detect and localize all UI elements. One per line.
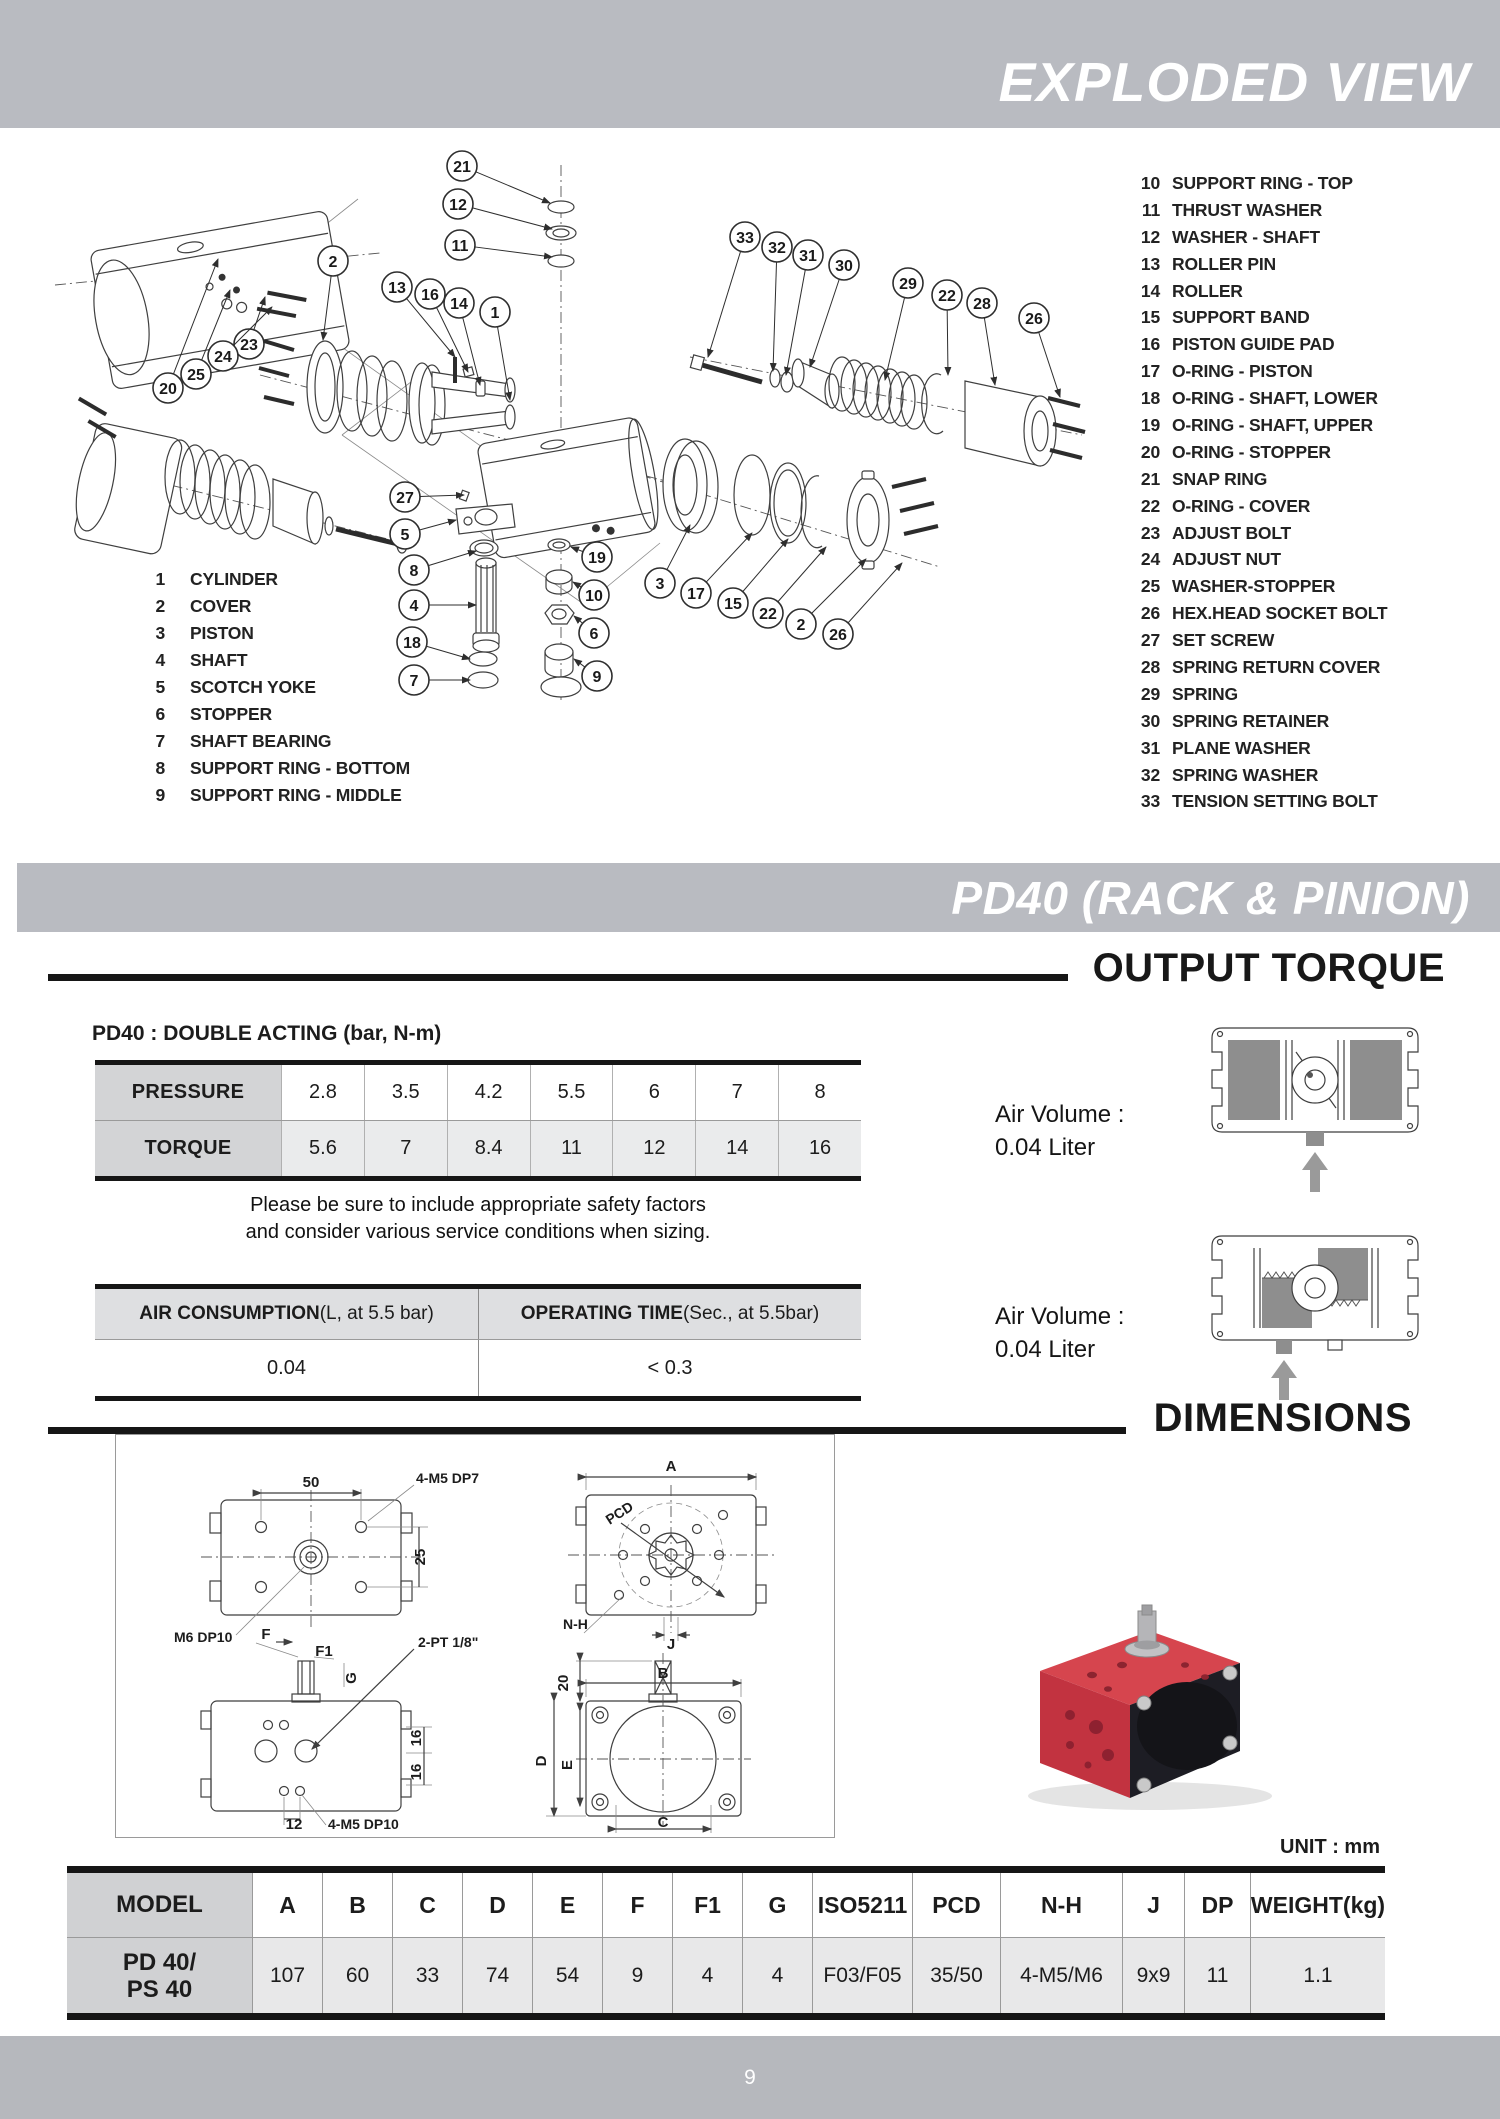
dim-label: 16 [408,1729,425,1747]
parts-list-item: 31 PLANE WASHER [1140,737,1311,758]
model-table-header: MODEL [67,1873,252,1937]
operating-time-header: OPERATING TIME (Sec., at 5.5bar) [478,1289,861,1339]
model-table-header: G [742,1873,812,1937]
parts-list-left [118,566,410,809]
dim-label: 16 [408,1763,425,1781]
dim-label: A [665,1458,677,1475]
dim-label: N-H [563,1616,588,1632]
dimension-drawings [116,1435,834,1837]
parts-list-item: 4 SHAFT [155,650,248,670]
model-name-cell: PD 40/ PS 40 [67,1938,252,2013]
sizing-note [95,1192,861,1246]
model-table-value: 33 [392,1938,462,2013]
dim-label: B [657,1665,669,1682]
svg-text:9: 9 [592,668,602,686]
torque-table-cell: 5.6 [281,1121,364,1176]
model-table-value: 60 [322,1938,392,2013]
page-footer [0,2036,1500,2119]
sizing-note-line1: Please be sure to include appropriate safety factors [250,1194,706,1216]
dim-label: D [533,1755,550,1767]
actuator-section-diagram-2 [1200,1228,1435,1413]
svg-text:29: 29 [899,275,917,293]
svg-text:28: 28 [973,295,991,313]
torque-caption: PD40 : DOUBLE ACTING (bar, N-m) [92,1022,442,1045]
parts-list-item: 1 CYLINDER [155,569,278,589]
model-table-value: 107 [252,1938,322,2013]
dim-label: 50 [302,1474,320,1491]
model-table-value: 4 [742,1938,812,2013]
piston-cover-drawing [663,439,938,569]
dim-label: PCD [602,1498,637,1528]
dim-label: F [261,1626,271,1643]
svg-text:11: 11 [451,237,469,255]
dim-label: E [559,1759,576,1771]
air-consumption-header: AIR CONSUMPTION (L, at 5.5 bar) [95,1289,478,1339]
model-table-header: J [1122,1873,1184,1937]
torque-table-cell: 3.5 [364,1065,447,1120]
parts-list-item: 10 SUPPORT RING - TOP [1140,173,1353,193]
air-volume-label-2: Air Volume : 0.04 Liter [995,1303,1125,1363]
svg-text:22: 22 [938,287,956,305]
parts-list-item: 6 STOPPER [155,704,272,724]
dimensions-rule [48,1427,1126,1434]
page-number: 9 [744,2065,756,2089]
spring-return-assembly-drawing [690,355,1085,466]
torque-table-cell: 7 [364,1121,447,1176]
torque-table-cell: 8 [778,1065,861,1120]
exploded-view-banner [0,0,1500,128]
svg-text:14: 14 [450,295,468,313]
svg-text:26: 26 [1025,310,1043,328]
dim-label: 12 [285,1816,303,1833]
svg-text:12: 12 [449,196,467,214]
svg-text:30: 30 [835,257,853,275]
dimensions-heading: DIMENSIONS [1153,1396,1412,1440]
view-end [546,1653,751,1833]
parts-list-item: 12 WASHER - SHAFT [1140,226,1320,247]
parts-list-item: 32 SPRING WASHER [1140,764,1319,785]
pd40-banner-title: PD40 (RACK & PINION) [951,871,1470,924]
model-table-header: D [462,1873,532,1937]
svg-text:7: 7 [409,672,419,690]
svg-text:25: 25 [187,366,205,384]
parts-list-item: 19 O-RING - SHAFT, UPPER [1140,415,1373,436]
svg-text:19: 19 [588,549,606,567]
svg-text:21: 21 [453,158,471,176]
svg-text:6: 6 [589,625,599,643]
svg-text:24: 24 [214,348,232,366]
svg-text:5: 5 [400,526,410,544]
dim-label: 25 [412,1548,429,1566]
svg-text:4: 4 [409,597,419,615]
svg-text:23: 23 [240,336,258,354]
model-table-value: F03/F05 [812,1938,912,2013]
svg-text:16: 16 [421,286,439,304]
model-table-header: B [322,1873,392,1937]
svg-text:1: 1 [490,304,500,322]
air-consumption-table [95,1284,861,1401]
parts-list-item: 7 SHAFT BEARING [155,731,332,751]
sizing-note-line2: and consider various service conditions when sizing. [245,1221,711,1243]
parts-list-item: 16 PISTON GUIDE PAD [1140,334,1335,355]
torque-table-cell: PRESSURE [95,1065,281,1120]
dim-label: G [343,1672,360,1684]
parts-list-item: 28 SPRING RETURN COVER [1140,657,1381,678]
spring-left-assembly-drawing [50,398,407,555]
model-table-value: 35/50 [912,1938,1000,2013]
svg-text:10: 10 [585,587,603,605]
model-table-header: DP [1184,1873,1250,1937]
parts-list-item: 2 COVER [155,596,252,616]
parts-list-item: 11 THRUST WASHER [1141,199,1323,220]
parts-list-right [1110,170,1387,815]
parts-list-item: 9 SUPPORT RING - MIDDLE [155,785,402,805]
unit-label: UNIT : mm [1280,1836,1380,1858]
model-table-header: C [392,1873,462,1937]
parts-list-item: 17 O-RING - PISTON [1140,361,1313,382]
dim-label: M6 DP10 [174,1629,233,1645]
torque-table-cell: 4.2 [447,1065,530,1120]
model-table-value: 4 [672,1938,742,2013]
svg-text:20: 20 [159,380,177,398]
torque-table-cell: 14 [695,1121,778,1176]
svg-text:18: 18 [403,634,421,652]
model-table [67,1866,1385,2020]
svg-text:33: 33 [736,229,754,247]
dim-label: C [657,1814,669,1831]
model-table-header: A [252,1873,322,1937]
svg-text:32: 32 [768,239,786,257]
exploded-view-title: EXPLODED VIEW [998,51,1470,113]
parts-list-item: 30 SPRING RETAINER [1140,710,1330,731]
svg-text:15: 15 [724,595,742,613]
parts-list-item: 21 SNAP RING [1140,468,1268,489]
model-table-value: 1.1 [1250,1938,1385,2013]
model-table-value: 54 [532,1938,602,2013]
torque-table-cell: 5.5 [530,1065,613,1120]
air-volume-label-1: Air Volume : 0.04 Liter [995,1101,1125,1161]
svg-text:2: 2 [328,253,338,271]
parts-list-item: 15 SUPPORT BAND [1140,307,1310,328]
model-table-header: PCD [912,1873,1000,1937]
parts-list-item: 27 SET SCREW [1140,630,1275,651]
model-table-value: 4-M5/M6 [1000,1938,1122,2013]
output-torque-rule [48,974,1068,981]
torque-table-cell: 6 [612,1065,695,1120]
svg-text:17: 17 [687,585,705,603]
operating-time-value: < 0.3 [478,1340,861,1396]
torque-table-cell: 7 [695,1065,778,1120]
dim-label: 4-M5 DP7 [416,1470,480,1486]
parts-list-item: 18 O-RING - SHAFT, LOWER [1140,388,1378,409]
parts-list-item: 20 O-RING - STOPPER [1140,441,1331,462]
model-table-header: N-H [1000,1873,1122,1937]
model-table-header: E [532,1873,602,1937]
torque-table-cell: 8.4 [447,1121,530,1176]
parts-list-item: 3 PISTON [155,623,254,643]
air-consumption-value: 0.04 [95,1340,478,1396]
dim-label: 20 [555,1674,572,1692]
svg-text:22: 22 [759,605,777,623]
model-table-value: 9 [602,1938,672,2013]
svg-text:31: 31 [799,247,817,265]
torque-table-cell: 11 [530,1121,613,1176]
svg-text:26: 26 [829,626,847,644]
model-table-header: F1 [672,1873,742,1937]
actuator-section-diagram-1 [1200,1020,1435,1205]
torque-table-cell: TORQUE [95,1121,281,1176]
dim-label: J [666,1636,676,1653]
parts-list-item: 5 SCOTCH YOKE [155,677,316,697]
svg-text:8: 8 [409,562,419,580]
parts-list-item: 23 ADJUST BOLT [1140,522,1292,543]
torque-table-cell: 2.8 [281,1065,364,1120]
output-torque-heading: OUTPUT TORQUE [1092,946,1445,990]
dimensions-drawing-box [115,1434,835,1838]
model-table-header: WEIGHT(kg) [1250,1873,1385,1937]
parts-list-item: 26 HEX.HEAD SOCKET BOLT [1140,603,1388,624]
svg-text:3: 3 [655,575,665,593]
model-table-value: 11 [1184,1938,1250,2013]
parts-list-item: 29 SPRING [1140,683,1238,704]
dimension-labels [174,1458,677,1833]
parts-list-item: 13 ROLLER PIN [1140,253,1276,274]
torque-table-cell: 16 [778,1121,861,1176]
parts-list-item: 33 TENSION SETTING BOLT [1140,791,1378,812]
dim-label: 4-M5 DP10 [328,1816,399,1832]
dim-label: F1 [315,1643,333,1660]
parts-list-item: 24 ADJUST NUT [1140,549,1281,570]
model-table-header: ISO5211 [812,1873,912,1937]
dim-label: 2-PT 1/8" [418,1634,479,1650]
view-front [201,1642,432,1825]
pd40-banner [17,863,1500,932]
svg-text:27: 27 [396,489,414,507]
view-top [201,1485,428,1635]
model-table-value: 9x9 [1122,1938,1184,2013]
model-table-value: 74 [462,1938,532,2013]
actuator-photo [1000,1593,1305,1823]
parts-list-item: 14 ROLLER [1140,280,1243,301]
parts-list-item: 22 O-RING - COVER [1140,495,1311,516]
svg-text:2: 2 [796,616,806,634]
parts-list-item: 8 SUPPORT RING - BOTTOM [155,758,411,778]
view-flange [568,1473,774,1641]
parts-list-item: 25 WASHER-STOPPER [1140,576,1336,597]
model-table-header: F [602,1873,672,1937]
torque-table [95,1060,861,1181]
torque-table-cell: 12 [612,1121,695,1176]
svg-text:13: 13 [388,279,406,297]
